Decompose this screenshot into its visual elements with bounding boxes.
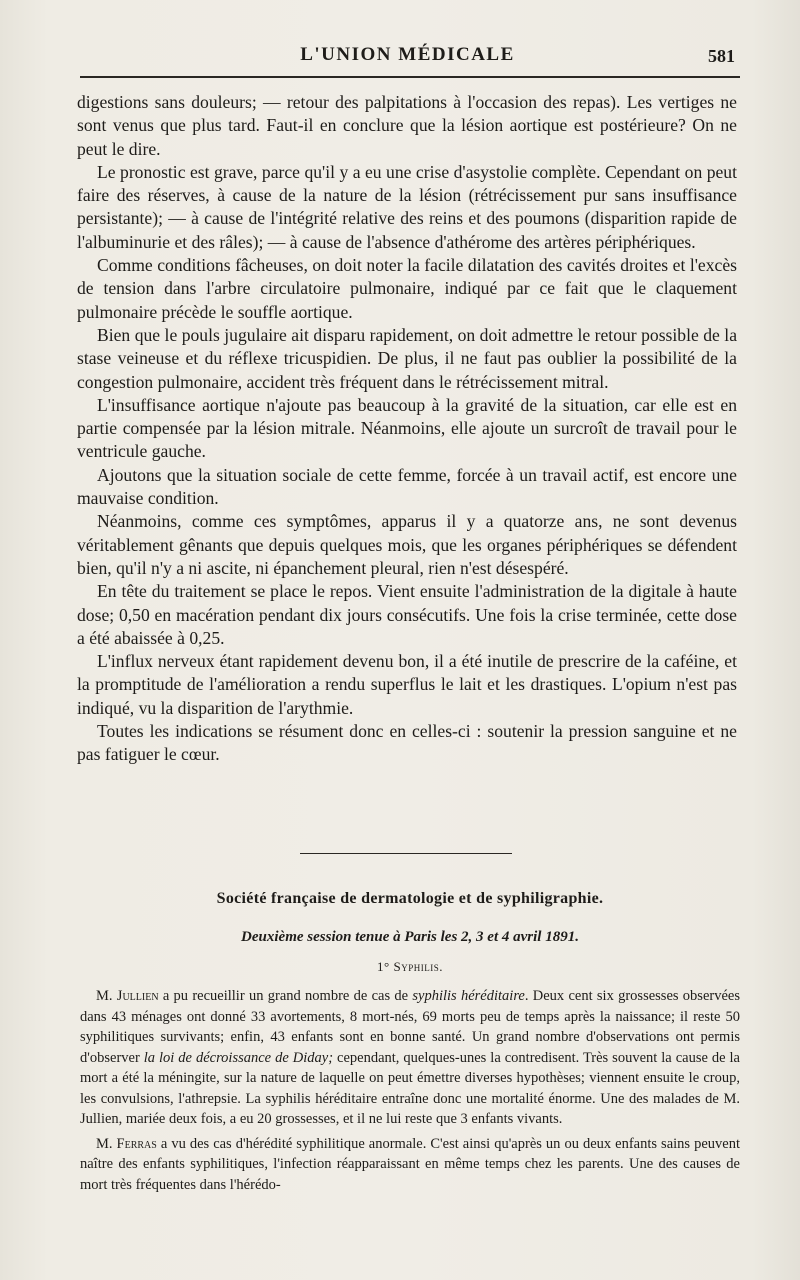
text-run: . Deux cent six grossesses observées dans 43 ménages ont donné 33 avortements, 8 mort-nés, 69 morts peu de temps après la naissance; il reste 50 syphilitiques survivants; enfin, 43 enfants sont en bonne santé. Un grand nombre d'observations ont permis d'observer — [80, 988, 740, 1066]
subsection-heading — [80, 958, 740, 976]
paragraph: Bien que le pouls jugulaire ait disparu rapidement, on doit admettre le retour possible de la stase veineuse et du réflexe tricuspidien. De plus, il ne faut pas oublier la possibilité de la congestion pulmonaire, accident très fréquent dans le rétrécissement mitral. — [77, 324, 737, 392]
section-heading: Société française de dermatologie et de syphiligraphie. — [216, 890, 604, 907]
page-header — [80, 44, 735, 74]
text-run: a pu recueillir un grand nombre de cas de — [158, 988, 413, 1004]
report-paragraph — [80, 1134, 740, 1196]
main-text — [77, 91, 737, 767]
paragraph: Ajoutons que la situation sociale de cette femme, forcée à un travail actif, est encore une mauvaise condition. — [77, 464, 737, 509]
section-separator — [300, 853, 512, 854]
italic-run: la loi de décroissance de Diday; — [143, 1049, 334, 1066]
paragraph: L'influx nerveux étant rapidement devenu bon, il a été inutile de prescrire de la caféine, et la promptitude de l'amélioration a rendu superflus le lait et les drastiques. L'opium n'est pas indiqué, vu la disparition de l'arythmie. — [77, 651, 737, 718]
header-rule — [80, 76, 740, 78]
paragraph: L'insuffisance aortique n'ajoute pas beaucoup à la gravité de la situation, car elle est en partie compensée par la lésion mitrale. Néanmoins, elle ajoute un surcroît de travail pour le ventricule gauche. — [77, 394, 737, 462]
paragraph: digestions sans douleurs; — retour des palpitations à l'occasion des repas). Les vertiges ne sont venus que plus tard. Faut-il en conclure que la lésion aortique est postérieure? On ne peut le dire. — [77, 92, 737, 159]
report-text — [80, 986, 740, 1195]
subsection-label: 1° Syphilis. — [377, 959, 443, 974]
page-number: 581 — [708, 46, 735, 66]
paragraph: Le pronostic est grave, parce qu'il y a eu une crise d'asystolie complète. Cependant on peut faire des réserves, à cause de la nature de la lésion (rétrécissement pur sans insuffisance persistante); — à cause de l'intégrité relative des reins et des poumons (disparition rapide de l'albuminurie et des râles); — à cause de l'absence d'athérome des artères périphériques. — [77, 161, 737, 252]
paragraph: En tête du traitement se place le repos. Vient ensuite l'administration de la digitale à haute dose; 0,50 en macération pendant dix jours consécutifs. Une fois la crise terminée, cette dose a été abaissée à 0,25. — [77, 581, 737, 648]
author-name: M. Jullien — [96, 988, 159, 1004]
report-paragraph — [80, 986, 740, 1130]
paragraph: Comme conditions fâcheuses, on doit noter la facile dilatation des cavités droites et l'excès de tension dans l'arbre circulatoire pulmonaire, indiqué par ce fait que le claquement pulmonaire précède le souffle aortique. — [77, 255, 737, 322]
text-run: cependant, quelques-unes la contredisent. Très souvent la cause de la mort a été la méningite, sur la nature de laquelle on peut émettre diverses hypothèses; viennent ensuite le croup, les convulsions, l'athrepsie. La syphilis héréditaire entraîne donc une mortalité énorme. Une des malades de M. Jullien, mariée deux fois, a eu 20 grossesses, et il ne lui reste que 3 enfants vivants. — [80, 1049, 740, 1127]
paragraph: Toutes les indications se résument donc en celles-ci : soutenir la pression sanguine et ne pas fatiguer le cœur. — [77, 721, 737, 765]
text-run: a vu des cas d'hérédité syphilitique anormale. C'est ainsi qu'après un ou deux enfants sains peuvent naître des enfants syphilitiques, l'infection réapparaissant en même temps chez les parents. Une des causes de mort très fréquentes dans l'hérédo- — [80, 1135, 740, 1193]
author-name: M. Ferras — [96, 1135, 157, 1152]
running-title: L'UNION MÉDICALE — [300, 44, 515, 65]
paragraph: Néanmoins, comme ces symptômes, apparus il y a quatorze ans, ne sont devenus véritablement gênants que depuis quelques mois, que les organes périphériques se défendent bien, qu'il n'y a ni ascite, ni épanchement pleural, rien n'est désespéré. — [77, 511, 737, 578]
session-subtitle: Deuxième session tenue à Paris les 2, 3 et 4 avril 1891. — [241, 929, 579, 945]
italic-run: syphilis héréditaire — [412, 988, 525, 1004]
